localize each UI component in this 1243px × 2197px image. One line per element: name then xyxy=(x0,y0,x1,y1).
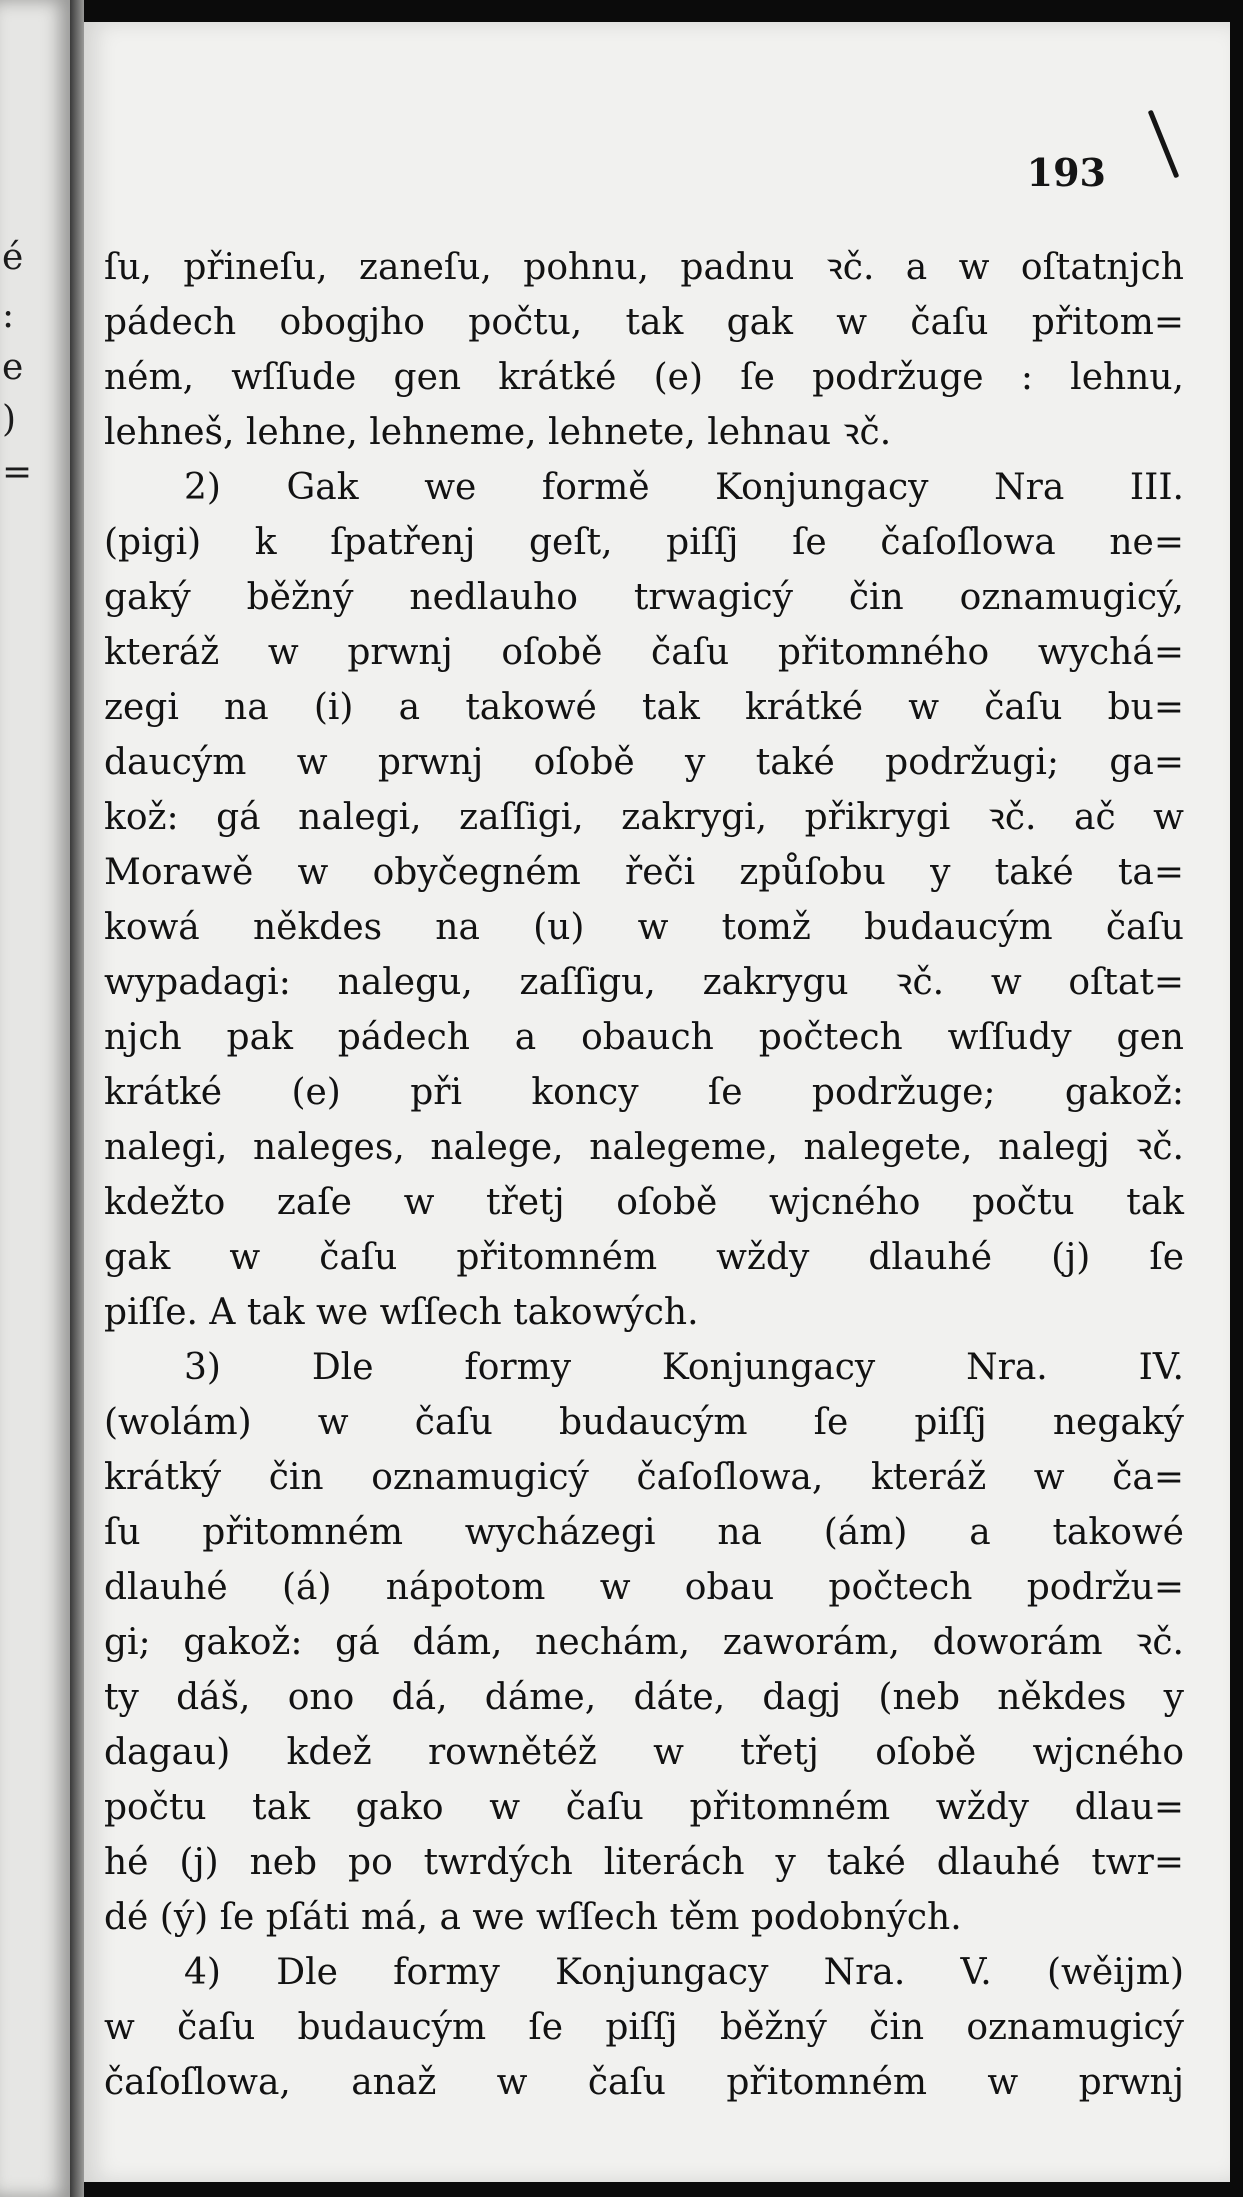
facing-page-fragment: : xyxy=(2,295,15,336)
text-line: gaký běžný nedlauho trwagicý čin oznamugicý, xyxy=(104,577,1184,618)
text-line: w čaſu budaucým ſe piſſj běžný čin oznamugicý xyxy=(104,2007,1184,2048)
text-line: lehneš, lehne, lehneme, lehnete, lehnau ꝛč. xyxy=(104,412,892,453)
text-line: ſu přitomném wycházegi na (ám) a takowé xyxy=(104,1512,1184,1553)
text-line: wypadagi: nalegu, zaſſigu, zakrygu ꝛč. w oſtat= xyxy=(104,962,1184,1003)
text-line: (wolám) w čaſu budaucým ſe piſſj negaký xyxy=(104,1402,1184,1443)
text-line: ném, wſſude gen krátké (e) ſe podržuge : lehnu, xyxy=(104,357,1184,398)
page-number: 193 xyxy=(1026,150,1106,195)
body-text xyxy=(104,240,1184,2110)
facing-page-edge xyxy=(0,0,70,2197)
text-line: daucým w prwnj oſobě y také podržugi; ga= xyxy=(104,742,1184,783)
text-line: gak w čaſu přitomném wždy dlauhé (j) ſe xyxy=(104,1237,1184,1278)
text-line: dagau) kdež rownětéž w třetj oſobě wjcného xyxy=(104,1732,1184,1773)
text-line: Morawě w obyčegném řeči způſobu y také ta= xyxy=(104,852,1184,893)
text-line: ſu, přineſu, zaneſu, pohnu, padnu ꝛč. a w oſtatnjch xyxy=(104,247,1184,288)
facing-page-fragment: = xyxy=(2,452,33,493)
text-line: gi; gakož: gá dám, nechám, zaworám, doworám ꝛč. xyxy=(104,1622,1184,1663)
text-line: njch pak pádech a obauch počtech wſſudy gen xyxy=(104,1017,1184,1058)
text-line: zegi na (i) a takowé tak krátké w čaſu bu= xyxy=(104,687,1184,728)
text-line: čaſoſlowa, anaž w čaſu přitomném w prwnj xyxy=(104,2062,1184,2103)
text-line: krátké (e) při koncy ſe podržuge; gakož: xyxy=(104,1072,1184,1113)
facing-page-fragment: é xyxy=(2,237,24,278)
text-line: pádech obogjho počtu, tak gak w čaſu přitom= xyxy=(104,302,1184,343)
text-line: dlauhé (á) nápotom w obau počtech podržu= xyxy=(104,1567,1184,1608)
text-line: 4) Dle formy Konjungacy Nra. V. (wěijm) xyxy=(184,1952,1184,1993)
ink-mark xyxy=(1148,110,1180,179)
text-line: 2) Gak we formě Konjungacy Nra III. xyxy=(184,467,1184,508)
book-gutter xyxy=(70,0,84,2197)
text-line: počtu tak gako w čaſu přitomném wždy dlau= xyxy=(104,1787,1184,1828)
facing-page-fragment: e xyxy=(2,347,24,388)
text-line: (pigi) k ſpatřenj geſt, piſſj ſe čaſoſlowa ne= xyxy=(104,522,1184,563)
text-line: nalegi, naleges, nalege, nalegeme, nalegete, nalegj ꝛč. xyxy=(104,1127,1184,1168)
facing-page-fragment: ) xyxy=(2,399,17,440)
text-line: kteráž w prwnj oſobě čaſu přitomného wychá= xyxy=(104,632,1184,673)
text-line: 3) Dle formy Konjungacy Nra. IV. xyxy=(184,1347,1184,1388)
text-line: piſſe. A tak we wſſech takowých. xyxy=(104,1292,699,1333)
text-line: krátký čin oznamugicý čaſoſlowa, kteráž w ča= xyxy=(104,1457,1184,1498)
text-line: dé (ý) ſe pſáti má, a we wſſech těm podobných. xyxy=(104,1897,962,1938)
text-line: hé (j) neb po twrdých literách y také dlauhé twr= xyxy=(104,1842,1184,1883)
text-line: ty dáš, ono dá, dáme, dáte, dagj (neb někdes y xyxy=(104,1677,1184,1718)
text-line: kowá někdes na (u) w tomž budaucým čaſu xyxy=(104,907,1184,948)
text-line: kož: gá nalegi, zaſſigi, zakrygi, přikrygi ꝛč. ač w xyxy=(104,797,1184,838)
book-page xyxy=(84,22,1230,2182)
text-line: kdežto zaſe w třetj oſobě wjcného počtu tak xyxy=(104,1182,1184,1223)
